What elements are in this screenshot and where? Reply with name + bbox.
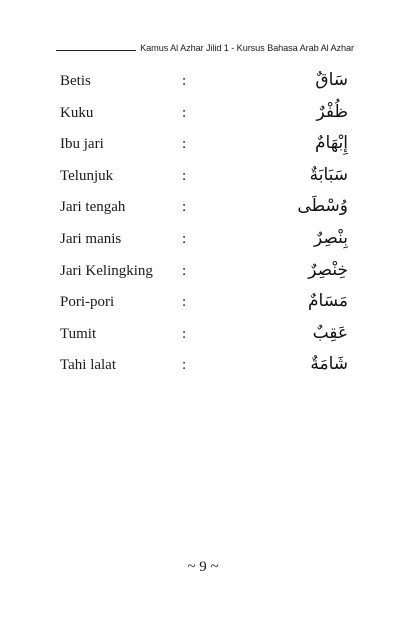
term: Pori-pori bbox=[60, 294, 115, 311]
list-item bbox=[0, 99, 406, 131]
colon-separator: : bbox=[182, 294, 187, 311]
arabic-word: إِبْهَامٌ bbox=[315, 133, 348, 154]
colon-separator: : bbox=[182, 262, 187, 279]
arabic-word: شَامَةٌ bbox=[310, 354, 348, 375]
list-item bbox=[0, 320, 406, 352]
arabic-word: ظُفْرٌ bbox=[316, 101, 348, 122]
vocabulary-list bbox=[0, 67, 406, 383]
colon-separator: : bbox=[182, 73, 187, 89]
arabic-word: سَبَابَةٌ bbox=[309, 164, 348, 185]
term: Tahi lalat bbox=[60, 357, 117, 374]
colon-separator: : bbox=[182, 199, 187, 216]
list-item bbox=[0, 193, 406, 225]
list-item bbox=[0, 67, 406, 99]
list-item bbox=[0, 351, 406, 383]
term: Ibu jari bbox=[60, 136, 104, 153]
term: Kuku bbox=[60, 104, 94, 121]
arabic-word: خِنْصِرٌ bbox=[308, 259, 348, 280]
page-number: ~ 9 ~ bbox=[187, 559, 219, 575]
arabic-word: سَاقٌ bbox=[315, 70, 348, 90]
page-header bbox=[56, 38, 354, 54]
arabic-word: بِنْصِرٌ bbox=[314, 227, 348, 248]
list-item bbox=[0, 162, 406, 194]
term: Tumit bbox=[60, 325, 97, 342]
header-rule bbox=[56, 50, 136, 51]
arabic-word: وُسْطَى bbox=[297, 196, 348, 217]
colon-separator: : bbox=[182, 357, 187, 374]
header-title: Kamus Al Azhar Jilid 1 - Kursus Bahasa Arab Al Azhar bbox=[140, 43, 354, 53]
term: Jari Kelingking bbox=[60, 262, 153, 279]
term: Jari manis bbox=[60, 230, 122, 247]
colon-separator: : bbox=[182, 230, 187, 247]
colon-separator: : bbox=[182, 104, 187, 121]
term: Telunjuk bbox=[60, 167, 114, 184]
list-item bbox=[0, 257, 406, 289]
arabic-word: عَقِبٌ bbox=[312, 322, 348, 343]
term: Jari tengah bbox=[60, 199, 126, 216]
term: Betis bbox=[60, 73, 91, 89]
arabic-word: مَسَامٌ bbox=[308, 291, 348, 312]
list-item bbox=[0, 288, 406, 320]
colon-separator: : bbox=[182, 325, 187, 342]
colon-separator: : bbox=[182, 167, 187, 184]
list-item bbox=[0, 130, 406, 162]
colon-separator: : bbox=[182, 136, 187, 153]
list-item bbox=[0, 225, 406, 257]
